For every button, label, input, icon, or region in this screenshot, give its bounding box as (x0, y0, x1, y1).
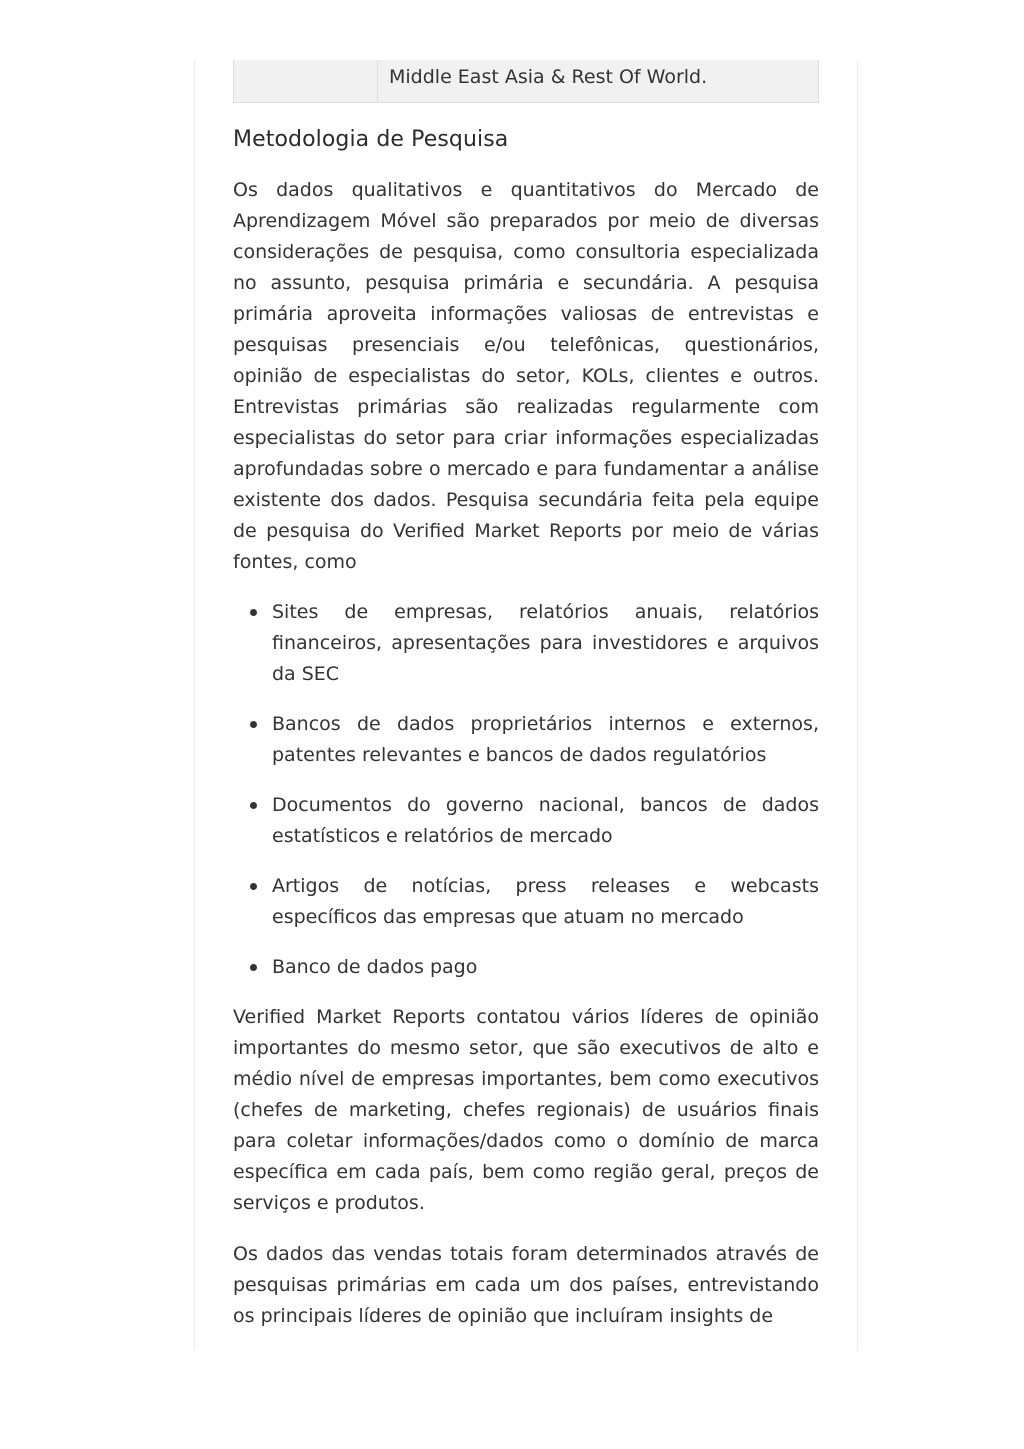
table-cell-empty (234, 60, 378, 102)
list-item (272, 952, 819, 983)
list-item-text: Artigos de notícias, press releases e webcasts específicos das empresas que atuam no mercado (272, 875, 819, 928)
methodology-paragraph-2: Verified Market Reports contatou vários líderes de opinião importantes do mesmo setor, que são executivos de alto e médio nível de empresas importantes, bem como executivos (chefes de marketing, chefes regionais) de usuários finais para coletar informações/dados como o domínio de marca específica em cada país, bem como região geral, preços de serviços e produtos. (233, 1006, 819, 1214)
list-item (272, 871, 819, 933)
list-item-text: Banco de dados pago (272, 956, 478, 978)
bullet-icon (250, 964, 257, 971)
regions-table-row (233, 60, 819, 103)
document-content (233, 60, 819, 1332)
list-item (272, 709, 819, 771)
list-item-text: Documentos do governo nacional, bancos de dados estatísticos e relatórios de mercado (272, 794, 819, 847)
methodology-paragraph-3: Os dados das vendas totais foram determinados através de pesquisas primárias em cada um dos países, entrevistando os principais líderes de opinião que incluíram insights de (233, 1243, 819, 1327)
list-item-text: Bancos de dados proprietários internos e externos, patentes relevantes e bancos de dados regulatórios (272, 713, 819, 766)
bullet-icon (250, 883, 257, 890)
table-cell-regions: Middle East Asia & Rest Of World. (389, 66, 708, 88)
section-heading: Metodologia de Pesquisa (233, 127, 509, 152)
bullet-icon (250, 721, 257, 728)
list-item (272, 790, 819, 852)
list-item-text: Sites de empresas, relatórios anuais, relatórios financeiros, apresentações para investidores e arquivos da SEC (272, 601, 819, 685)
methodology-paragraph-1: Os dados qualitativos e quantitativos do Mercado de Aprendizagem Móvel são preparados por meio de diversas considerações de pesquisa, como consultoria especializada no assunto, pesquisa primária e secundária. A pesquisa primária aproveita informações valiosas de entrevistas e pesquisas presenciais e/ou telefônicas, questionários, opinião de especialistas do setor, KOLs, clientes e outros. Entrevistas primárias são realizadas regularmente com especialistas do setor para criar informações especializadas aprofundadas sobre o mercado e para fundamentar a análise existente dos dados. Pesquisa secundária feita pela equipe de pesquisa do Verified Market Reports por meio de várias fontes, como (233, 179, 819, 573)
bullet-icon (250, 802, 257, 809)
list-item (272, 597, 819, 690)
bullet-icon (250, 609, 257, 616)
sources-list (233, 597, 819, 983)
